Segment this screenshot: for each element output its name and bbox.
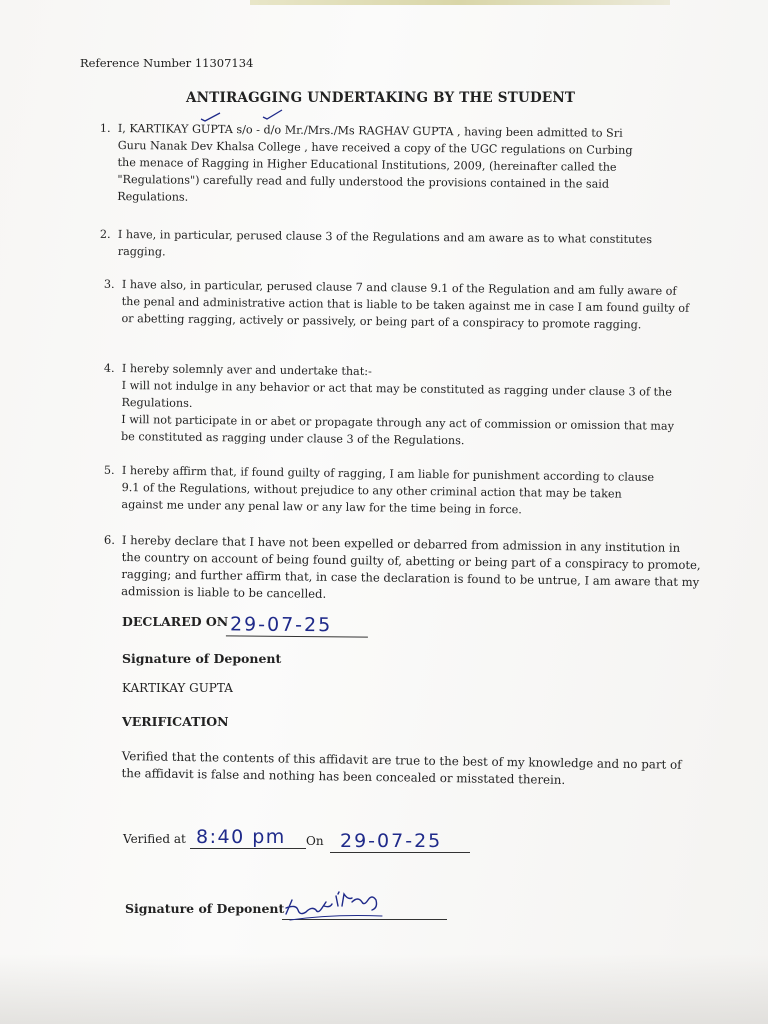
verified-at-label: Verified at bbox=[123, 832, 186, 846]
reference-number: Reference Number 11307134 bbox=[80, 56, 254, 70]
verification-heading: VERIFICATION bbox=[122, 714, 229, 729]
clause-number: 5. bbox=[103, 463, 115, 477]
on-label: On bbox=[306, 834, 324, 848]
clause-line: I will not indulge in any behavior or act that may be constituted as ragging under clause 3 of the Regulations. bbox=[121, 378, 672, 410]
clause-text: I hereby affirm that, if found guilty of ragging, I am liable for punishment according to clause 9.1 of the Regulations, without prejudice to any other criminal action that may be taken against me under any penal law or any law for the time being in force. bbox=[121, 463, 655, 517]
clause-line: I hereby solemnly aver and undertake that:- bbox=[121, 361, 372, 379]
clause-number: 2. bbox=[99, 227, 111, 241]
clause-text: I hereby declare that I have not been expelled or debarred from admission in any institution in the country on account of being found guilty of, abetting or being part of a conspiracy to promote, ragging; and further affirm that, in case the declaration is found to be untrue, I am aware that my admission is liable to be cancelled. bbox=[121, 532, 701, 601]
clause-6 bbox=[103, 532, 702, 608]
declared-on-label: DECLARED ON bbox=[122, 614, 229, 629]
clause-number: 1. bbox=[99, 121, 111, 135]
clause-text bbox=[121, 360, 682, 452]
check-mark-icon bbox=[262, 108, 284, 120]
verified-date-field[interactable]: 29-07-25 bbox=[330, 830, 470, 853]
clause-number: 4. bbox=[103, 361, 115, 375]
document-title: ANTIRAGGING UNDERTAKING BY THE STUDENT bbox=[186, 90, 576, 106]
top-paper-strip bbox=[250, 0, 670, 5]
deponent-name: KARTIKAY GUPTA bbox=[122, 681, 233, 695]
clause-text: I have also, in particular, perused clause 7 and clause 9.1 of the Regulation and am fully aware of the penal and administrative action that is liable to be taken against me in case I am found guilty of or abetting ragging, actively or passively, or being part of a conspiracy to promote ragging. bbox=[121, 277, 690, 332]
clause-line: I will not participate in or abet or propagate through any act of commission or omission that may be constituted as ragging under clause 3 of the Regulations. bbox=[120, 412, 675, 448]
page-shadow bbox=[0, 954, 768, 1024]
verification-text: Verified that the contents of this affidavit are true to the best of my knowledge and no part of the affidavit is false and nothing has been concealed or misstated therein. bbox=[121, 748, 682, 787]
clause-number: 3. bbox=[103, 277, 115, 291]
signature-label: Signature of Deponent bbox=[122, 651, 282, 666]
signature-label-2: Signature of Deponent bbox=[125, 901, 285, 916]
clause-4 bbox=[103, 360, 682, 452]
handwritten-signature[interactable] bbox=[282, 886, 392, 926]
clause-2 bbox=[99, 226, 686, 265]
clause-5 bbox=[103, 462, 662, 520]
clause-3 bbox=[103, 276, 692, 334]
clause-text: I, KARTIKAY GUPTA s/o - d/o Mr./Mrs./Ms RAGHAV GUPTA , having been admitted to Sri Guru Nanak Dev Khalsa College , have received a copy of the UGC regulations on Curbing the menace of Ragging in Higher Educational Institutions, 2009, (hereinafter called the "Regulations") carefully read and fully understood the provisions contained in the said Regulations. bbox=[117, 121, 633, 204]
clause-text: I have, in particular, perused clause 3 of the Regulations and am aware as to what constitutes ragging. bbox=[117, 227, 653, 259]
clause-number: 6. bbox=[103, 532, 116, 547]
verified-time-field[interactable]: 8:40 pm bbox=[190, 826, 306, 849]
clause-1 bbox=[99, 120, 653, 210]
declared-date-field[interactable]: 29-07-25 bbox=[226, 613, 368, 637]
